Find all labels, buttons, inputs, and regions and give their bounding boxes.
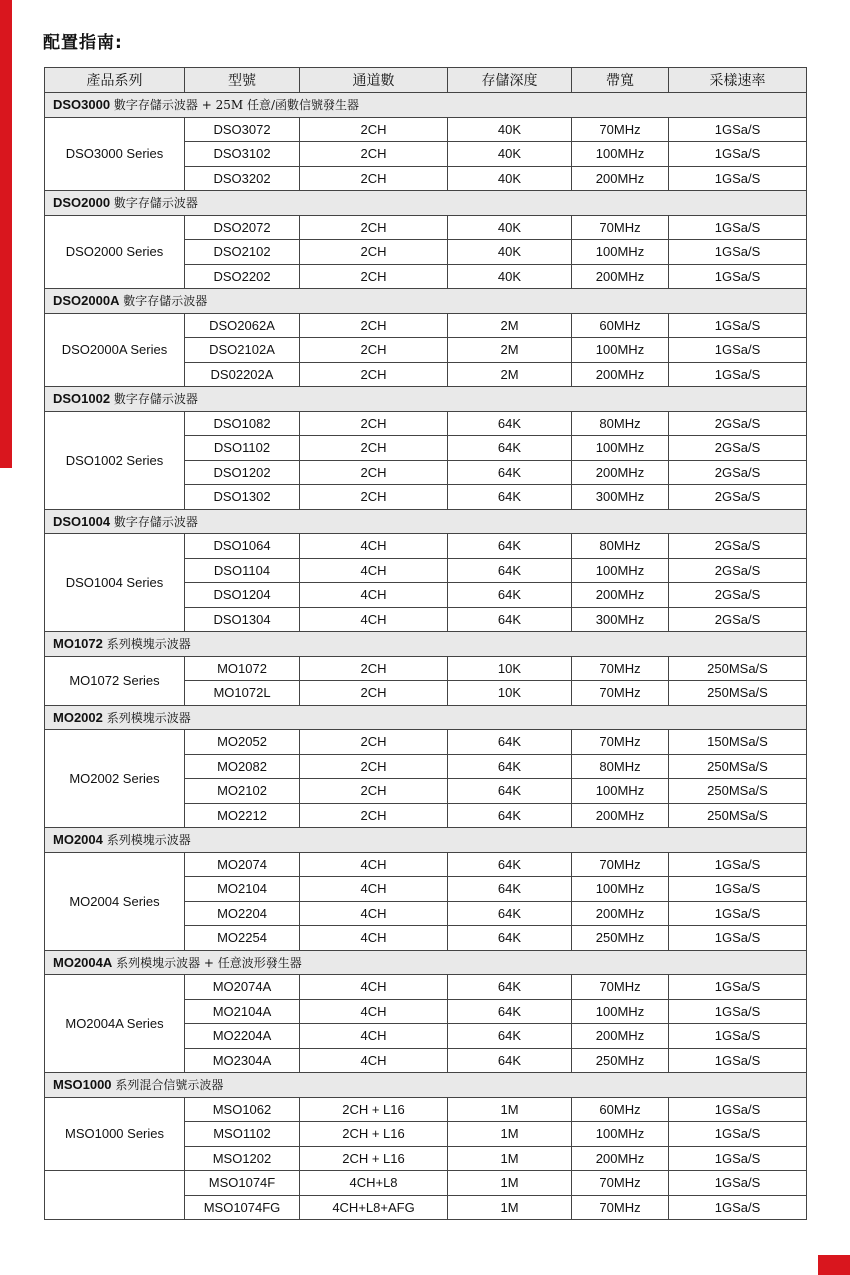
memory-depth-cell: 40K xyxy=(448,215,572,240)
sample-rate-cell: 1GSa/S xyxy=(669,362,807,387)
table-row xyxy=(45,656,807,681)
group-heading xyxy=(45,950,807,975)
bandwidth-cell: 200MHz xyxy=(572,803,669,828)
group-heading xyxy=(45,632,807,657)
series-cell: DSO1002 Series xyxy=(45,411,185,509)
model-cell: DSO1064 xyxy=(185,534,300,559)
memory-depth-cell: 40K xyxy=(448,117,572,142)
model-cell: DSO2072 xyxy=(185,215,300,240)
channels-cell: 4CH xyxy=(300,1048,448,1073)
memory-depth-cell: 64K xyxy=(448,730,572,755)
model-cell: DSO1304 xyxy=(185,607,300,632)
channels-cell: 4CH xyxy=(300,607,448,632)
model-cell: DSO1202 xyxy=(185,460,300,485)
group-heading xyxy=(45,705,807,730)
model-cell: MSO1202 xyxy=(185,1146,300,1171)
memory-depth-cell: 1M xyxy=(448,1195,572,1220)
channels-cell: 2CH xyxy=(300,215,448,240)
configuration-table xyxy=(44,67,807,1220)
sample-rate-cell: 2GSa/S xyxy=(669,436,807,461)
channels-cell: 4CH xyxy=(300,852,448,877)
channels-cell: 2CH xyxy=(300,117,448,142)
model-cell: MO2304A xyxy=(185,1048,300,1073)
group-model-label: DSO3000 xyxy=(53,97,111,113)
sample-rate-cell: 1GSa/S xyxy=(669,999,807,1024)
sample-rate-cell: 1GSa/S xyxy=(669,117,807,142)
table-row xyxy=(45,215,807,240)
bandwidth-cell: 300MHz xyxy=(572,485,669,510)
memory-depth-cell: 64K xyxy=(448,460,572,485)
group-heading xyxy=(45,93,807,118)
channels-cell: 2CH xyxy=(300,411,448,436)
channels-cell: 4CH xyxy=(300,877,448,902)
bandwidth-cell: 100MHz xyxy=(572,142,669,167)
model-cell: DSO1102 xyxy=(185,436,300,461)
memory-depth-cell: 2M xyxy=(448,338,572,363)
memory-depth-cell: 64K xyxy=(448,411,572,436)
group-heading-row xyxy=(45,93,807,118)
model-cell: DSO1204 xyxy=(185,583,300,608)
memory-depth-cell: 64K xyxy=(448,607,572,632)
bandwidth-cell: 70MHz xyxy=(572,1195,669,1220)
model-cell: MO2104 xyxy=(185,877,300,902)
bandwidth-cell: 200MHz xyxy=(572,1024,669,1049)
memory-depth-cell: 64K xyxy=(448,1048,572,1073)
model-cell: MO2204 xyxy=(185,901,300,926)
channels-cell: 2CH xyxy=(300,362,448,387)
memory-depth-cell: 64K xyxy=(448,852,572,877)
bandwidth-cell: 100MHz xyxy=(572,779,669,804)
bandwidth-cell: 200MHz xyxy=(572,166,669,191)
group-heading xyxy=(45,509,807,534)
header-bandwidth: 帶寬 xyxy=(572,68,669,93)
sample-rate-cell: 1GSa/S xyxy=(669,901,807,926)
channels-cell: 4CH xyxy=(300,583,448,608)
channels-cell: 2CH + L16 xyxy=(300,1122,448,1147)
bandwidth-cell: 70MHz xyxy=(572,117,669,142)
channels-cell: 4CH xyxy=(300,999,448,1024)
bandwidth-cell: 250MHz xyxy=(572,1048,669,1073)
model-cell: MO2212 xyxy=(185,803,300,828)
header-model: 型號 xyxy=(185,68,300,93)
sample-rate-cell: 1GSa/S xyxy=(669,142,807,167)
header-channels: 通道數 xyxy=(300,68,448,93)
series-cell: DSO3000 Series xyxy=(45,117,185,191)
bandwidth-cell: 80MHz xyxy=(572,754,669,779)
sample-rate-cell: 2GSa/S xyxy=(669,411,807,436)
bandwidth-cell: 200MHz xyxy=(572,264,669,289)
group-heading-row xyxy=(45,950,807,975)
sample-rate-cell: 250MSa/S xyxy=(669,656,807,681)
model-cell: MSO1062 xyxy=(185,1097,300,1122)
model-cell: DSO3202 xyxy=(185,166,300,191)
bandwidth-cell: 100MHz xyxy=(572,558,669,583)
channels-cell: 2CH xyxy=(300,313,448,338)
sample-rate-cell: 1GSa/S xyxy=(669,1195,807,1220)
group-model-label: DSO2000A xyxy=(53,293,120,309)
memory-depth-cell: 1M xyxy=(448,1122,572,1147)
channels-cell: 2CH xyxy=(300,338,448,363)
bandwidth-cell: 250MHz xyxy=(572,926,669,951)
channels-cell: 4CH xyxy=(300,534,448,559)
bandwidth-cell: 70MHz xyxy=(572,656,669,681)
table-row xyxy=(45,852,807,877)
memory-depth-cell: 10K xyxy=(448,681,572,706)
sample-rate-cell: 1GSa/S xyxy=(669,877,807,902)
channels-cell: 4CH xyxy=(300,1024,448,1049)
sample-rate-cell: 150MSa/S xyxy=(669,730,807,755)
model-cell: MO1072 xyxy=(185,656,300,681)
channels-cell: 2CH xyxy=(300,436,448,461)
bandwidth-cell: 60MHz xyxy=(572,1097,669,1122)
channels-cell: 2CH xyxy=(300,240,448,265)
memory-depth-cell: 64K xyxy=(448,583,572,608)
bandwidth-cell: 60MHz xyxy=(572,313,669,338)
model-cell: DSO3102 xyxy=(185,142,300,167)
memory-depth-cell: 40K xyxy=(448,240,572,265)
bandwidth-cell: 100MHz xyxy=(572,338,669,363)
model-cell: DSO2202 xyxy=(185,264,300,289)
bandwidth-cell: 100MHz xyxy=(572,240,669,265)
sample-rate-cell: 250MSa/S xyxy=(669,803,807,828)
bandwidth-cell: 70MHz xyxy=(572,1171,669,1196)
group-heading-row xyxy=(45,828,807,853)
group-description: 系列模塊示波器 xyxy=(102,833,191,848)
model-cell: DSO2102 xyxy=(185,240,300,265)
sample-rate-cell: 1GSa/S xyxy=(669,313,807,338)
group-description: 系列混合信號示波器 xyxy=(111,1078,224,1093)
series-cell: DSO2000A Series xyxy=(45,313,185,387)
sample-rate-cell: 250MSa/S xyxy=(669,754,807,779)
bandwidth-cell: 200MHz xyxy=(572,901,669,926)
model-cell: DSO1302 xyxy=(185,485,300,510)
table-body xyxy=(45,93,807,1220)
model-cell: MO2074 xyxy=(185,852,300,877)
channels-cell: 2CH xyxy=(300,779,448,804)
channels-cell: 4CH xyxy=(300,558,448,583)
table-row xyxy=(45,1097,807,1122)
bandwidth-cell: 200MHz xyxy=(572,1146,669,1171)
table-row xyxy=(45,534,807,559)
model-cell: DSO1104 xyxy=(185,558,300,583)
model-cell: DSO3072 xyxy=(185,117,300,142)
memory-depth-cell: 64K xyxy=(448,485,572,510)
memory-depth-cell: 64K xyxy=(448,901,572,926)
group-heading-row xyxy=(45,289,807,314)
sample-rate-cell: 1GSa/S xyxy=(669,240,807,265)
memory-depth-cell: 64K xyxy=(448,436,572,461)
channels-cell: 2CH xyxy=(300,485,448,510)
model-cell: DS02202A xyxy=(185,362,300,387)
memory-depth-cell: 64K xyxy=(448,975,572,1000)
group-heading-row xyxy=(45,387,807,412)
sample-rate-cell: 250MSa/S xyxy=(669,681,807,706)
model-cell: MO1072L xyxy=(185,681,300,706)
sample-rate-cell: 1GSa/S xyxy=(669,1097,807,1122)
group-heading xyxy=(45,1073,807,1098)
bandwidth-cell: 80MHz xyxy=(572,534,669,559)
sample-rate-cell: 1GSa/S xyxy=(669,975,807,1000)
group-description: 數字存儲示波器 xyxy=(110,514,198,529)
model-cell: MO2204A xyxy=(185,1024,300,1049)
channels-cell: 2CH xyxy=(300,754,448,779)
table-header-row xyxy=(45,68,807,93)
channels-cell: 4CH+L8 xyxy=(300,1171,448,1196)
group-model-label: MSO1000 xyxy=(53,1077,112,1093)
memory-depth-cell: 1M xyxy=(448,1097,572,1122)
channels-cell: 4CH xyxy=(300,901,448,926)
header-series: 產品系列 xyxy=(45,68,185,93)
table-row xyxy=(45,411,807,436)
corner-accent-block xyxy=(818,1255,850,1275)
group-heading xyxy=(45,191,807,216)
bandwidth-cell: 100MHz xyxy=(572,436,669,461)
channels-cell: 2CH xyxy=(300,460,448,485)
memory-depth-cell: 64K xyxy=(448,803,572,828)
group-model-label: MO2002 xyxy=(53,709,103,725)
channels-cell: 2CH xyxy=(300,142,448,167)
group-heading-row xyxy=(45,632,807,657)
table-row xyxy=(45,117,807,142)
sample-rate-cell: 2GSa/S xyxy=(669,460,807,485)
memory-depth-cell: 64K xyxy=(448,877,572,902)
header-memory-depth: 存儲深度 xyxy=(448,68,572,93)
group-description: 數字存儲示波器 xyxy=(110,392,198,407)
memory-depth-cell: 2M xyxy=(448,362,572,387)
group-model-label: DSO2000 xyxy=(53,195,111,211)
memory-depth-cell: 64K xyxy=(448,779,572,804)
group-heading-row xyxy=(45,1073,807,1098)
series-cell: DSO1004 Series xyxy=(45,534,185,632)
sample-rate-cell: 2GSa/S xyxy=(669,534,807,559)
channels-cell: 2CH + L16 xyxy=(300,1146,448,1171)
memory-depth-cell: 1M xyxy=(448,1171,572,1196)
group-model-label: MO2004 xyxy=(53,832,103,848)
table-row xyxy=(45,313,807,338)
bandwidth-cell: 70MHz xyxy=(572,730,669,755)
memory-depth-cell: 40K xyxy=(448,142,572,167)
sample-rate-cell: 2GSa/S xyxy=(669,607,807,632)
series-cell: MO2004A Series xyxy=(45,975,185,1073)
model-cell: DSO1082 xyxy=(185,411,300,436)
group-model-label: MO1072 xyxy=(53,636,103,652)
sample-rate-cell: 1GSa/S xyxy=(669,264,807,289)
memory-depth-cell: 64K xyxy=(448,926,572,951)
series-cell: MO2004 Series xyxy=(45,852,185,950)
group-heading-row xyxy=(45,705,807,730)
memory-depth-cell: 40K xyxy=(448,264,572,289)
group-heading-row xyxy=(45,191,807,216)
channels-cell: 2CH xyxy=(300,730,448,755)
group-description: 數字存儲示波器 xyxy=(110,196,198,211)
table-row xyxy=(45,975,807,1000)
series-cell xyxy=(45,1171,185,1220)
channels-cell: 4CH xyxy=(300,926,448,951)
table-row xyxy=(45,730,807,755)
channels-cell: 2CH xyxy=(300,681,448,706)
memory-depth-cell: 1M xyxy=(448,1146,572,1171)
group-heading xyxy=(45,828,807,853)
memory-depth-cell: 2M xyxy=(448,313,572,338)
sample-rate-cell: 1GSa/S xyxy=(669,338,807,363)
left-accent-bar xyxy=(0,0,12,468)
channels-cell: 2CH xyxy=(300,264,448,289)
bandwidth-cell: 70MHz xyxy=(572,215,669,240)
page-title: 配置指南: xyxy=(43,33,123,53)
bandwidth-cell: 300MHz xyxy=(572,607,669,632)
group-description: 系列模塊示波器 + 任意波形發生器 xyxy=(112,955,302,970)
bandwidth-cell: 100MHz xyxy=(572,1122,669,1147)
model-cell: MSO1102 xyxy=(185,1122,300,1147)
group-description: 數字存儲示波器 + 25M 任意/函數信號發生器 xyxy=(110,98,360,113)
bandwidth-cell: 100MHz xyxy=(572,877,669,902)
table-row xyxy=(45,1171,807,1196)
bandwidth-cell: 100MHz xyxy=(572,999,669,1024)
series-cell: DSO2000 Series xyxy=(45,215,185,289)
group-description: 數字存儲示波器 xyxy=(119,294,208,309)
memory-depth-cell: 40K xyxy=(448,166,572,191)
bandwidth-cell: 70MHz xyxy=(572,975,669,1000)
sample-rate-cell: 2GSa/S xyxy=(669,485,807,510)
model-cell: MO2082 xyxy=(185,754,300,779)
sample-rate-cell: 1GSa/S xyxy=(669,1122,807,1147)
sample-rate-cell: 2GSa/S xyxy=(669,583,807,608)
series-cell: MO2002 Series xyxy=(45,730,185,828)
sample-rate-cell: 1GSa/S xyxy=(669,926,807,951)
sample-rate-cell: 2GSa/S xyxy=(669,558,807,583)
memory-depth-cell: 64K xyxy=(448,999,572,1024)
bandwidth-cell: 80MHz xyxy=(572,411,669,436)
sample-rate-cell: 250MSa/S xyxy=(669,779,807,804)
header-sample-rate: 采樣速率 xyxy=(669,68,807,93)
group-description: 系列模塊示波器 xyxy=(102,637,191,652)
channels-cell: 2CH + L16 xyxy=(300,1097,448,1122)
bandwidth-cell: 70MHz xyxy=(572,852,669,877)
group-model-label: DSO1004 xyxy=(53,513,111,529)
sample-rate-cell: 1GSa/S xyxy=(669,166,807,191)
model-cell: MSO1074FG xyxy=(185,1195,300,1220)
sample-rate-cell: 1GSa/S xyxy=(669,852,807,877)
group-heading-row xyxy=(45,509,807,534)
sample-rate-cell: 1GSa/S xyxy=(669,215,807,240)
model-cell: MO2052 xyxy=(185,730,300,755)
group-description: 系列模塊示波器 xyxy=(102,710,191,725)
channels-cell: 2CH xyxy=(300,166,448,191)
model-cell: MO2074A xyxy=(185,975,300,1000)
channels-cell: 4CH xyxy=(300,975,448,1000)
group-model-label: MO2004A xyxy=(53,954,113,970)
sample-rate-cell: 1GSa/S xyxy=(669,1171,807,1196)
model-cell: MO2102 xyxy=(185,779,300,804)
channels-cell: 4CH+L8+AFG xyxy=(300,1195,448,1220)
group-heading xyxy=(45,289,807,314)
memory-depth-cell: 64K xyxy=(448,558,572,583)
sample-rate-cell: 1GSa/S xyxy=(669,1024,807,1049)
model-cell: MO2254 xyxy=(185,926,300,951)
group-heading xyxy=(45,387,807,412)
sample-rate-cell: 1GSa/S xyxy=(669,1048,807,1073)
model-cell: MSO1074F xyxy=(185,1171,300,1196)
bandwidth-cell: 200MHz xyxy=(572,362,669,387)
model-cell: MO2104A xyxy=(185,999,300,1024)
sample-rate-cell: 1GSa/S xyxy=(669,1146,807,1171)
memory-depth-cell: 64K xyxy=(448,534,572,559)
memory-depth-cell: 64K xyxy=(448,754,572,779)
model-cell: DSO2102A xyxy=(185,338,300,363)
series-cell: MO1072 Series xyxy=(45,656,185,705)
model-cell: DSO2062A xyxy=(185,313,300,338)
bandwidth-cell: 200MHz xyxy=(572,583,669,608)
bandwidth-cell: 200MHz xyxy=(572,460,669,485)
channels-cell: 2CH xyxy=(300,803,448,828)
channels-cell: 2CH xyxy=(300,656,448,681)
group-model-label: DSO1002 xyxy=(53,391,111,407)
memory-depth-cell: 10K xyxy=(448,656,572,681)
series-cell: MSO1000 Series xyxy=(45,1097,185,1171)
memory-depth-cell: 64K xyxy=(448,1024,572,1049)
bandwidth-cell: 70MHz xyxy=(572,681,669,706)
